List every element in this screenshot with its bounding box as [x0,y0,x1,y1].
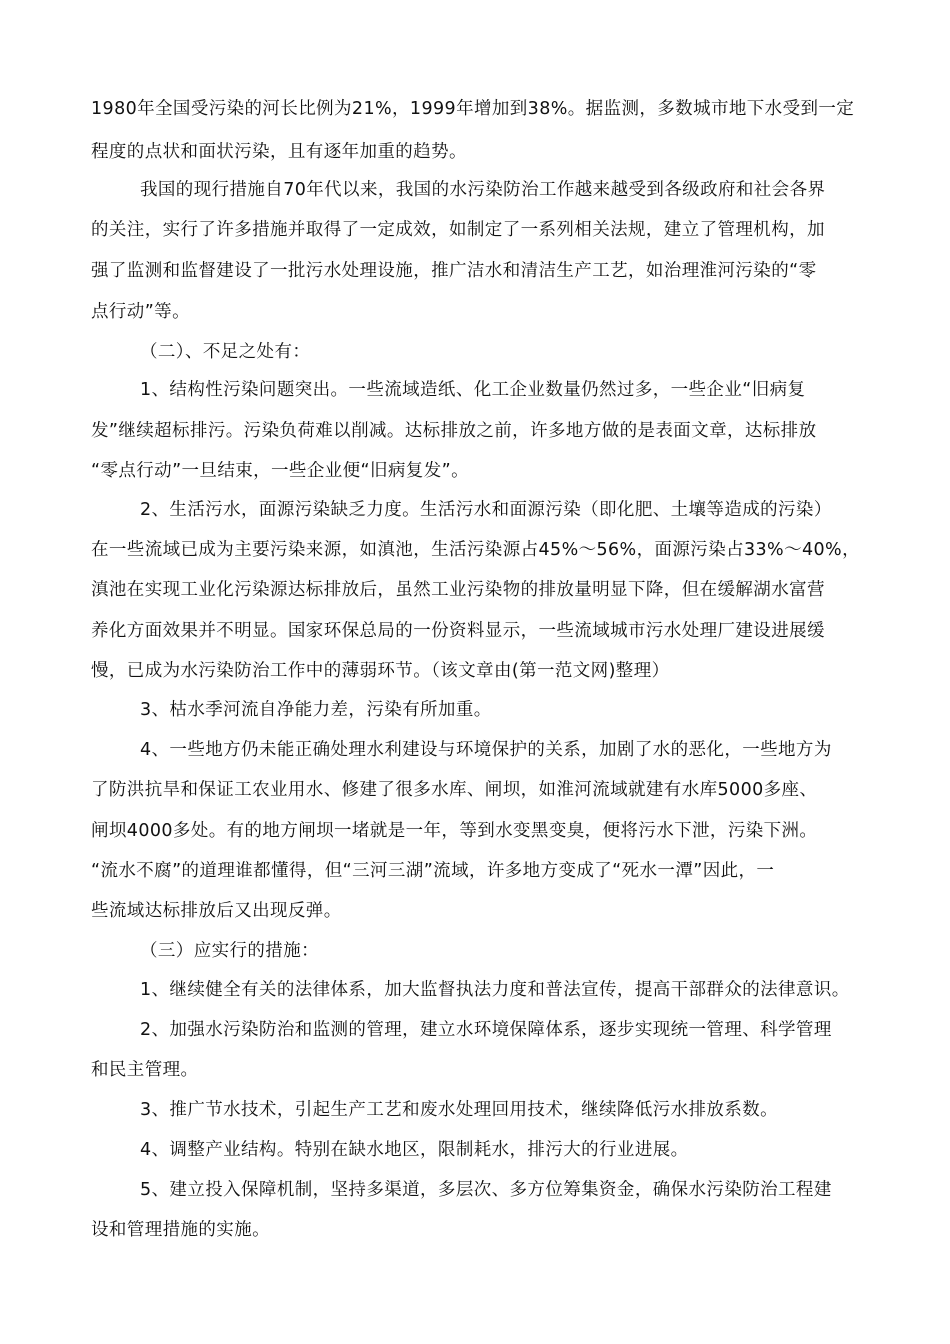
text-line-14: 养化方面效果并不明显。国家环保总局的一份资料显示，一些流域城市污水处理厂建设进展缓 [91,621,825,641]
text-line-29: 设和管理措施的实施。 [91,1220,270,1240]
text-line-10: “零点行动”一旦结束，一些企业便“旧病复发”。 [91,461,469,481]
list-item-measure-3: 3、推广节水技术，引起生产工艺和废水处理回用技术，继续降低污水排放系数。 [140,1100,779,1120]
list-item-shortcoming-4: 4、一些地方仍未能正确处理水利建设与环境保护的关系，加剧了水的恶化，一些地方为 [140,740,832,760]
list-item-measure-2: 2、加强水污染防治和监测的管理，建立水环境保障体系，逐步实现统一管理、科学管理 [140,1020,832,1040]
section-heading-measures: （三）应实行的措施： [140,941,319,961]
text-line-12: 在一些流域已成为主要污染来源，如滇池，生活污染源占45%～56%，面源污染占33%～40%， [91,540,860,560]
list-item-measure-5: 5、建立投入保障机制，坚持多渠道，多层次、多方位筹集资金，确保水污染防治工程建 [140,1180,832,1200]
text-line-5: 强了监测和监督建设了一批污水处理设施，推广洁水和清洁生产工艺，如治理淮河污染的“零 [91,261,817,281]
list-item-measure-1: 1、继续健全有关的法律体系，加大监督执法力度和普法宣传，提高干部群众的法律意识。 [140,980,850,1000]
section-heading-shortcomings: （二）、不足之处有： [140,342,311,362]
text-line-18: 了防洪抗旱和保证工农业用水、修建了很多水库、闸坝，如淮河流域就建有水库5000多座、 [91,780,818,800]
paragraph-current-measures: 我国的现行措施自70年代以来，我国的水污染防治工作越来越受到各级政府和社会各界 [140,180,826,200]
text-line-2: 程度的点状和面状污染，且有逐年加重的趋势。 [91,142,467,162]
text-line-19: 闸坝4000多处。有的地方闸坝一堵就是一年，等到水变黑变臭，便将污水下泄，污染下洲。 [91,821,818,841]
text-line-21: 些流域达标排放后又出现反弹。 [91,901,342,921]
list-item-measure-4: 4、调整产业结构。特别在缺水地区，限制耗水，排污大的行业进展。 [140,1140,689,1160]
text-line-15: 慢，已成为水污染防治工作中的薄弱环节。（该文章由(第一范文网)整理） [91,661,670,681]
text-line-4: 的关注，实行了许多措施并取得了一定成效，如制定了一系列相关法规，建立了管理机构，加 [91,220,825,240]
text-line-25: 和民主管理。 [91,1060,199,1080]
list-item-shortcoming-2: 2、生活污水，面源污染缺乏力度。生活污水和面源污染（即化肥、土壤等造成的污染） [140,500,832,520]
text-line-20: “流水不腐”的道理谁都懂得，但“三河三湖”流域，许多地方变成了“死水一潭”因此，一 [91,861,775,881]
text-line-13: 滇池在实现工业化污染源达标排放后，虽然工业污染物的排放量明显下降，但在缓解湖水富营 [91,580,825,600]
text-line-6: 点行动”等。 [91,302,190,322]
text-line-9: 发”继续超标排污。污染负荷难以削减。达标排放之前，许多地方做的是表面文章，达标排放 [91,421,817,441]
list-item-shortcoming-1: 1、结构性污染问题突出。一些流域造纸、化工企业数量仍然过多，一些企业“旧病复 [140,380,806,400]
text-line-1: 1980年全国受污染的河长比例为21%，1999年增加到38%。据监测，多数城市地下水受到一定 [91,99,855,119]
list-item-shortcoming-3: 3、枯水季河流自净能力差，污染有所加重。 [140,700,492,720]
